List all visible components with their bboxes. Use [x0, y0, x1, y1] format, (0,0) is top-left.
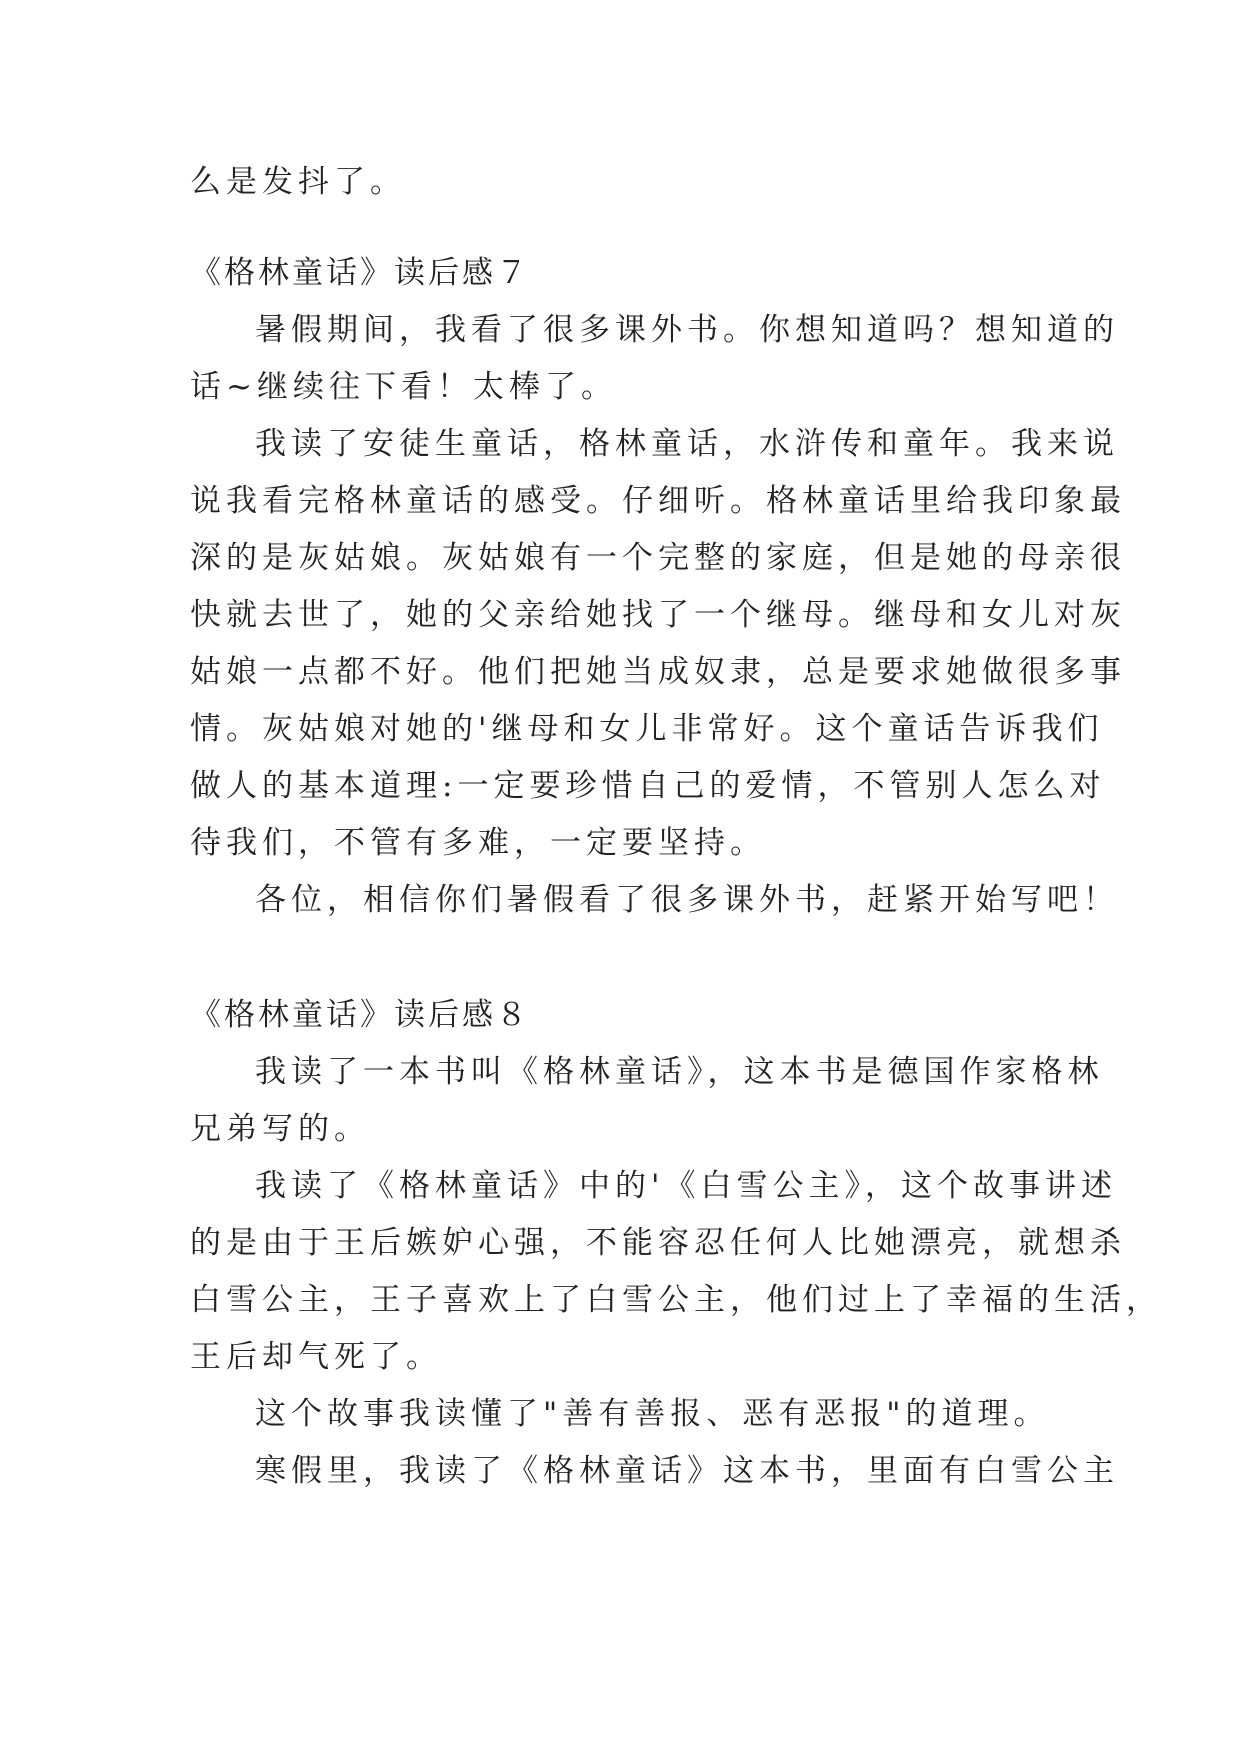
paragraph-line: 说我看完格林童话的感受。仔细听。格林童话里给我印象最 — [190, 483, 1126, 519]
paragraph-line: 我读了一本书叫《格林童话》，这本书是德国作家格林 — [255, 1054, 1104, 1090]
section-heading: 《格林童话》读后感８ — [190, 997, 530, 1033]
paragraph-line: 的是由于王后嫉妒心强，不能容忍任何人比她漂亮，就想杀 — [190, 1225, 1126, 1261]
paragraph-line: 我读了《格林童话》中的'《白雪公主》，这个故事讲述 — [255, 1168, 1118, 1204]
paragraph-line: 王后却气死了。 — [190, 1339, 442, 1375]
paragraph-line: 姑娘一点都不好。他们把她当成奴隶，总是要求她做很多事 — [190, 654, 1126, 690]
paragraph-line: 话~继续往下看！太棒了。 — [190, 369, 617, 405]
paragraph-line: 暑假期间，我看了很多课外书。你想知道吗？想知道的 — [255, 312, 1119, 348]
section-heading: 《格林童话》读后感７ — [190, 255, 530, 291]
paragraph-line: 么是发抖了。 — [190, 164, 406, 200]
paragraph-line: 情。灰姑娘对她的'继母和女儿非常好。这个童话告诉我们 — [190, 711, 1104, 747]
paragraph-line: 兄弟写的。 — [190, 1111, 370, 1147]
paragraph-line: 快就去世了，她的父亲给她找了一个继母。继母和女儿对灰 — [190, 597, 1126, 633]
paragraph-line: 待我们，不管有多难，一定要坚持。 — [190, 825, 766, 861]
paragraph-line: 做人的基本道理:一定要珍惜自己的爱情，不管别人怎么对 — [190, 768, 1106, 804]
paragraph-line: 我读了安徒生童话，格林童话，水浒传和童年。我来说 — [255, 426, 1119, 462]
paragraph-line: 寒假里，我读了《格林童话》这本书，里面有白雪公主 — [255, 1453, 1119, 1489]
paragraph-line: 白雪公主，王子喜欢上了白雪公主，他们过上了幸福的生活， — [190, 1282, 1162, 1318]
paragraph-line: 各位，相信你们暑假看了很多课外书，赶紧开始写吧！ — [255, 882, 1119, 918]
paragraph-line: 深的是灰姑娘。灰姑娘有一个完整的家庭，但是她的母亲很 — [190, 540, 1126, 576]
paragraph-line: 这个故事我读懂了"善有善报、恶有恶报"的道理。 — [255, 1396, 1050, 1432]
